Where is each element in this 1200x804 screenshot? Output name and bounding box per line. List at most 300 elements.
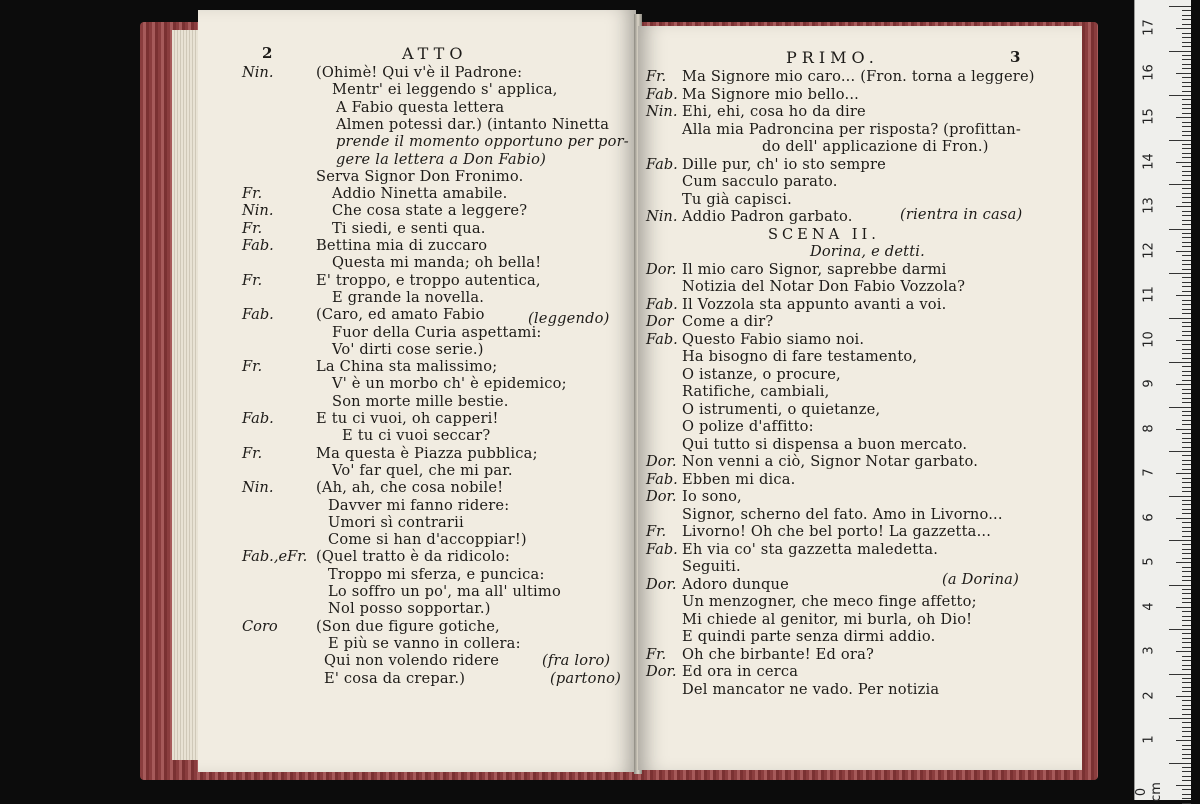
speaker-label: Nin. bbox=[242, 64, 274, 81]
ruler-tick bbox=[1182, 193, 1191, 194]
speaker-label: Nin. bbox=[646, 103, 678, 120]
ruler-tick bbox=[1182, 433, 1191, 434]
ruler-tick bbox=[1182, 678, 1191, 679]
text-line: La China sta malissimo; bbox=[316, 358, 498, 376]
ruler-tick bbox=[1182, 691, 1191, 692]
ruler-tick bbox=[1182, 77, 1191, 78]
ruler-tick bbox=[1176, 73, 1191, 74]
text-line: Mi chiede al genitor, mi burla, oh Dio! bbox=[682, 610, 973, 628]
speaker-label: Coro bbox=[242, 617, 278, 635]
text-line: Come si han d'accoppiar!) bbox=[328, 531, 527, 549]
ruler-tick bbox=[1182, 55, 1191, 56]
speaker-label: Fab. bbox=[242, 410, 274, 427]
text-line: Come a dir? bbox=[682, 313, 774, 330]
text-line: Qui tutto si dispensa a buon mercato. bbox=[682, 435, 968, 453]
ruler-tick bbox=[1182, 593, 1191, 594]
text-line: E' cosa da crepar.) bbox=[324, 669, 466, 687]
ruler-tick bbox=[1182, 638, 1191, 639]
ruler-tick bbox=[1182, 144, 1191, 145]
text-line: Vo' far quel, che mi par. bbox=[332, 461, 513, 479]
text-line: Almen potessi dar.) (intanto Ninetta bbox=[336, 115, 610, 133]
page-header: ATTO bbox=[402, 44, 468, 63]
text-line: O istanze, o procure, bbox=[682, 365, 841, 383]
ruler-tick bbox=[1182, 504, 1191, 505]
ruler-number: 8 bbox=[1141, 423, 1157, 433]
ruler-tick bbox=[1182, 642, 1191, 643]
ruler-tick bbox=[1182, 59, 1191, 60]
ruler-tick bbox=[1182, 197, 1191, 198]
text-line: Vo' dirti cose serie.) bbox=[332, 340, 484, 358]
ruler-tick bbox=[1182, 126, 1191, 127]
ruler-tick bbox=[1169, 362, 1191, 363]
ruler-tick bbox=[1182, 393, 1191, 394]
ruler-tick bbox=[1182, 731, 1191, 732]
ruler-tick bbox=[1182, 447, 1191, 448]
ruler-tick bbox=[1182, 709, 1191, 710]
text-line: Bettina mia di zuccaro bbox=[316, 237, 488, 254]
text-line: Tu già capisci. bbox=[682, 190, 792, 208]
ruler-tick bbox=[1182, 91, 1191, 92]
ruler-tick bbox=[1182, 589, 1191, 590]
text-line: Ti siedi, e senti qua. bbox=[332, 219, 486, 237]
ruler-tick bbox=[1182, 220, 1191, 221]
text-line: Ma Signore mio bello... bbox=[682, 85, 860, 103]
ruler-tick bbox=[1182, 322, 1191, 323]
text-line: Non venni a ciò, Signor Notar garbato. bbox=[682, 453, 979, 470]
ruler-tick bbox=[1182, 335, 1191, 336]
ruler-tick bbox=[1176, 162, 1191, 163]
ruler-tick bbox=[1182, 687, 1191, 688]
ruler-tick bbox=[1182, 188, 1191, 189]
ruler-tick bbox=[1182, 380, 1191, 381]
text-line: Ma Signore mio caro... (Fron. torna a leggere) bbox=[682, 68, 1035, 85]
ruler-tick bbox=[1182, 349, 1191, 350]
ruler-tick bbox=[1182, 620, 1191, 621]
text-line: Io sono, bbox=[682, 488, 742, 505]
stage-direction: (leggendo) bbox=[528, 310, 610, 327]
speaker-label: Dor. bbox=[646, 453, 677, 470]
speaker-label: Fab.,eFr. bbox=[242, 548, 308, 566]
ruler-tick bbox=[1176, 518, 1191, 519]
ruler-tick bbox=[1182, 398, 1191, 399]
text-line: Qui non volendo ridere bbox=[324, 652, 500, 670]
ruler-tick bbox=[1182, 375, 1191, 376]
text-line: O polize d'affitto: bbox=[682, 418, 814, 435]
text-line: E' troppo, e troppo autentica, bbox=[316, 271, 541, 289]
text-line: Addio Padron garbato. bbox=[682, 208, 853, 225]
ruler-tick bbox=[1182, 794, 1191, 795]
text-line: V' è un morbo ch' è epidemico; bbox=[332, 375, 567, 393]
text-line: Ebben mi dica. bbox=[682, 470, 796, 488]
speaker-label: Fab. bbox=[646, 470, 678, 488]
ruler-tick bbox=[1182, 727, 1191, 728]
text-line: (Caro, ed amato Fabio bbox=[316, 306, 485, 324]
ruler-tick bbox=[1182, 438, 1191, 439]
text-line: Eh via co' sta gazzetta maledetta. bbox=[682, 540, 939, 558]
ruler-tick bbox=[1169, 496, 1191, 497]
ruler-tick bbox=[1176, 651, 1191, 652]
ruler-tick bbox=[1176, 473, 1191, 474]
ruler-tick bbox=[1182, 771, 1191, 772]
text-line: Fuor della Curia aspettami: bbox=[332, 323, 542, 341]
ruler-tick bbox=[1176, 117, 1191, 118]
ruler-number: 3 bbox=[1141, 646, 1157, 655]
ruler-tick bbox=[1182, 478, 1191, 479]
ruler-tick bbox=[1182, 513, 1191, 514]
ruler-tick bbox=[1182, 237, 1191, 238]
ruler-tick bbox=[1176, 28, 1191, 29]
text-line: prende il momento opportuno per por- bbox=[336, 133, 629, 151]
ruler-tick bbox=[1182, 665, 1191, 666]
speaker-label: Nin. bbox=[646, 208, 678, 225]
ruler-tick bbox=[1182, 487, 1191, 488]
ruler-tick bbox=[1182, 749, 1191, 750]
ruler-tick bbox=[1182, 202, 1191, 203]
ruler-tick bbox=[1182, 166, 1191, 167]
ruler-tick bbox=[1182, 157, 1191, 158]
text-line: (Son due figure gotiche, bbox=[316, 617, 500, 635]
ruler-tick bbox=[1182, 500, 1191, 501]
ruler-tick bbox=[1182, 611, 1191, 612]
ruler-number: 0 cm bbox=[1134, 781, 1164, 802]
ruler-tick bbox=[1182, 300, 1191, 301]
speaker-label: Fab. bbox=[242, 306, 274, 324]
text-line: Troppo mi sferza, e puncica: bbox=[328, 565, 545, 583]
text-line: Davver mi fanno ridere: bbox=[328, 496, 510, 514]
ruler-number: 10 bbox=[1141, 330, 1157, 348]
ruler-tick bbox=[1182, 745, 1191, 746]
text-line: Oh che birbante! Ed ora? bbox=[682, 645, 875, 663]
ruler-tick bbox=[1182, 598, 1191, 599]
speaker-label: Dor. bbox=[646, 488, 677, 505]
ruler-tick bbox=[1182, 344, 1191, 345]
ruler-tick bbox=[1182, 491, 1191, 492]
ruler-tick bbox=[1182, 402, 1191, 403]
ruler-number: 16 bbox=[1141, 63, 1157, 81]
ruler-tick bbox=[1182, 286, 1191, 287]
ruler-tick bbox=[1182, 616, 1191, 617]
text-line: (Ohimè! Qui v'è il Padrone: bbox=[316, 64, 523, 81]
speaker-label: Fr. bbox=[646, 68, 667, 85]
text-line: do dell' applicazione di Fron.) bbox=[762, 138, 989, 155]
ruler-tick bbox=[1169, 6, 1191, 7]
speaker-label: Fab. bbox=[646, 330, 678, 348]
ruler-tick bbox=[1182, 460, 1191, 461]
ruler-tick bbox=[1182, 544, 1191, 545]
text-line: Seguiti. bbox=[682, 558, 741, 575]
ruler-tick bbox=[1182, 224, 1191, 225]
text-line: Il Vozzola sta appunto avanti a voi. bbox=[682, 295, 947, 313]
speaker-label: Dor. bbox=[646, 663, 677, 680]
ruler-tick bbox=[1182, 602, 1191, 603]
ruler-tick bbox=[1176, 607, 1191, 608]
text-line: E tu ci vuoi seccar? bbox=[342, 427, 491, 445]
ruler-tick bbox=[1182, 656, 1191, 657]
ruler-tick bbox=[1182, 736, 1191, 737]
ruler-tick bbox=[1182, 19, 1191, 20]
text-line: E quindi parte senza dirmi addio. bbox=[682, 628, 936, 645]
ruler-tick bbox=[1182, 789, 1191, 790]
text-line: Questo Fabio siamo noi. bbox=[682, 330, 865, 348]
speaker-label: Nin. bbox=[242, 479, 274, 497]
text-line: Ha bisogno di fare testamento, bbox=[682, 348, 918, 365]
text-line: Notizia del Notar Don Fabio Vozzola? bbox=[682, 278, 966, 295]
ruler-tick bbox=[1182, 371, 1191, 372]
text-line: Ma questa è Piazza pubblica; bbox=[316, 444, 538, 462]
ruler-number: 11 bbox=[1141, 286, 1157, 303]
ruler-tick bbox=[1176, 295, 1191, 296]
ruler-tick bbox=[1182, 705, 1191, 706]
ruler-tick bbox=[1182, 269, 1191, 270]
ruler-tick bbox=[1169, 451, 1191, 452]
text-line: Mentr' ei leggendo s' applica, bbox=[332, 81, 558, 99]
ruler-tick bbox=[1182, 482, 1191, 483]
text-line: Ratifiche, cambiali, bbox=[682, 383, 830, 400]
ruler-tick bbox=[1182, 180, 1191, 181]
ruler-tick bbox=[1182, 522, 1191, 523]
ruler-number: 15 bbox=[1141, 108, 1157, 125]
ruler-tick bbox=[1169, 51, 1191, 52]
ruler-tick bbox=[1182, 558, 1191, 559]
text-line: Alla mia Padroncina per risposta? (profittan- bbox=[682, 120, 1022, 138]
ruler-tick bbox=[1182, 567, 1191, 568]
text-line: Dorina, e detti. bbox=[810, 243, 925, 260]
text-line: Signor, scherno del fato. Amo in Livorno... bbox=[682, 505, 1003, 523]
speaker-label: Fr. bbox=[646, 523, 667, 540]
measuring-ruler bbox=[1134, 0, 1191, 800]
text-line: Ehi, ehi, cosa ho da dire bbox=[682, 103, 866, 120]
ruler-tick bbox=[1182, 780, 1191, 781]
ruler-tick bbox=[1182, 108, 1191, 109]
ruler-tick bbox=[1182, 326, 1191, 327]
ruler-number: 2 bbox=[1141, 690, 1157, 700]
speaker-label: Fr. bbox=[242, 185, 263, 203]
text-line: SCENA II. bbox=[768, 225, 880, 243]
ruler-number: 4 bbox=[1141, 601, 1157, 611]
ruler-tick bbox=[1182, 260, 1191, 261]
speaker-label: Fr. bbox=[242, 271, 263, 289]
text-line: E più se vanno in collera: bbox=[328, 634, 521, 652]
ruler-tick bbox=[1182, 313, 1191, 314]
ruler-tick bbox=[1182, 358, 1191, 359]
ruler-number: 5 bbox=[1141, 557, 1157, 566]
ruler-tick bbox=[1176, 340, 1191, 341]
ruler-tick bbox=[1182, 682, 1191, 683]
speaker-label: Fr. bbox=[242, 219, 263, 237]
ruler-tick bbox=[1182, 549, 1191, 550]
left-page bbox=[198, 10, 636, 772]
text-line: Serva Signor Don Fronimo. bbox=[316, 167, 524, 185]
ruler-tick bbox=[1182, 99, 1191, 100]
ruler-tick bbox=[1169, 273, 1191, 274]
ruler-tick bbox=[1182, 647, 1191, 648]
page-number: 2 bbox=[262, 44, 273, 62]
ruler-tick bbox=[1182, 580, 1191, 581]
page-number: 3 bbox=[1010, 48, 1021, 66]
ruler-number: 13 bbox=[1141, 197, 1157, 214]
ruler-tick bbox=[1182, 33, 1191, 34]
ruler-tick bbox=[1182, 509, 1191, 510]
text-line: Un menzogner, che meco finge affetto; bbox=[682, 593, 977, 610]
text-line: (Quel tratto è da ridicolo: bbox=[316, 548, 511, 566]
ruler-tick bbox=[1182, 722, 1191, 723]
speaker-label: Dor. bbox=[646, 575, 677, 593]
text-line: Questa mi manda; oh bella! bbox=[332, 254, 542, 272]
ruler-tick bbox=[1182, 754, 1191, 755]
ruler-tick bbox=[1182, 291, 1191, 292]
text-line: Ed ora in cerca bbox=[682, 663, 799, 680]
text-line: E grande la novella. bbox=[332, 288, 485, 306]
ruler-tick bbox=[1176, 562, 1191, 563]
ruler-tick bbox=[1182, 411, 1191, 412]
ruler-tick bbox=[1182, 24, 1191, 25]
ruler-tick bbox=[1182, 277, 1191, 278]
ruler-tick bbox=[1182, 424, 1191, 425]
ruler-tick bbox=[1182, 469, 1191, 470]
ruler-tick bbox=[1182, 527, 1191, 528]
ruler-tick bbox=[1182, 304, 1191, 305]
ruler-tick bbox=[1182, 68, 1191, 69]
ruler-tick bbox=[1182, 46, 1191, 47]
ruler-tick bbox=[1169, 718, 1191, 719]
ruler-tick bbox=[1182, 536, 1191, 537]
speaker-label: Dor bbox=[646, 313, 674, 330]
ruler-tick bbox=[1182, 669, 1191, 670]
text-line: Livorno! Oh che bel porto! La gazzetta... bbox=[682, 523, 992, 540]
ruler-tick bbox=[1182, 571, 1191, 572]
text-line: Addio Ninetta amabile. bbox=[332, 185, 508, 203]
ruler-tick bbox=[1176, 785, 1191, 786]
ruler-tick bbox=[1182, 576, 1191, 577]
ruler-tick bbox=[1182, 776, 1191, 777]
ruler-tick bbox=[1182, 331, 1191, 332]
text-line: Che cosa state a leggere? bbox=[332, 202, 528, 220]
ruler-tick bbox=[1182, 389, 1191, 390]
ruler-tick bbox=[1169, 407, 1191, 408]
ruler-number: 9 bbox=[1141, 379, 1157, 388]
speaker-label: Dor. bbox=[646, 260, 677, 278]
ruler-tick bbox=[1182, 171, 1191, 172]
ruler-tick bbox=[1182, 135, 1191, 136]
ruler-tick bbox=[1182, 282, 1191, 283]
ruler-tick bbox=[1182, 309, 1191, 310]
ruler-tick bbox=[1182, 803, 1191, 804]
ruler-tick bbox=[1182, 553, 1191, 554]
page-header: PRIMO. bbox=[786, 48, 879, 67]
ruler-number: 14 bbox=[1141, 152, 1157, 170]
ruler-tick bbox=[1169, 674, 1191, 675]
ruler-tick bbox=[1182, 82, 1191, 83]
ruler-tick bbox=[1182, 64, 1191, 65]
ruler-tick bbox=[1182, 113, 1191, 114]
ruler-tick bbox=[1182, 714, 1191, 715]
ruler-tick bbox=[1182, 353, 1191, 354]
ruler-tick bbox=[1176, 696, 1191, 697]
ruler-tick bbox=[1169, 140, 1191, 141]
ruler-tick bbox=[1182, 211, 1191, 212]
ruler-tick bbox=[1182, 625, 1191, 626]
ruler-tick bbox=[1169, 229, 1191, 230]
ruler-tick bbox=[1182, 104, 1191, 105]
ruler-tick bbox=[1182, 42, 1191, 43]
ruler-tick bbox=[1182, 420, 1191, 421]
stage-direction: (rientra in casa) bbox=[900, 206, 1023, 223]
ruler-tick bbox=[1176, 740, 1191, 741]
ruler-tick bbox=[1182, 10, 1191, 11]
ruler-tick bbox=[1176, 429, 1191, 430]
ruler-tick bbox=[1182, 255, 1191, 256]
ruler-tick bbox=[1182, 233, 1191, 234]
text-line: A Fabio questa lettera bbox=[336, 98, 505, 116]
text-line: O istrumenti, o quietanze, bbox=[682, 400, 881, 418]
ruler-tick bbox=[1169, 629, 1191, 630]
speaker-label: Fr. bbox=[242, 444, 263, 462]
stage-direction: (fra loro) bbox=[542, 652, 611, 669]
ruler-tick bbox=[1182, 366, 1191, 367]
speaker-label: Nin. bbox=[242, 202, 274, 220]
ruler-tick bbox=[1169, 585, 1191, 586]
stage-direction: (a Dorina) bbox=[942, 571, 1019, 588]
ruler-tick bbox=[1182, 455, 1191, 456]
ruler-tick bbox=[1182, 660, 1191, 661]
ruler-number: 1 bbox=[1141, 735, 1157, 744]
text-line: gere la lettera a Don Fabio) bbox=[336, 150, 547, 168]
ruler-tick bbox=[1182, 153, 1191, 154]
text-line: Del mancator ne vado. Per notizia bbox=[682, 680, 940, 698]
ruler-tick bbox=[1182, 464, 1191, 465]
text-line: E tu ci vuoi, oh capperi! bbox=[316, 410, 499, 427]
ruler-tick bbox=[1176, 251, 1191, 252]
text-line: Umori sì contrarii bbox=[328, 513, 464, 531]
ruler-tick bbox=[1182, 122, 1191, 123]
ruler-number: 6 bbox=[1141, 512, 1157, 522]
text-line: Cum sacculo parato. bbox=[682, 173, 838, 190]
ruler-tick bbox=[1182, 131, 1191, 132]
text-line: Dille pur, ch' io sto sempre bbox=[682, 155, 886, 173]
ruler-number: 17 bbox=[1141, 19, 1157, 36]
ruler-tick bbox=[1176, 206, 1191, 207]
ruler-tick bbox=[1182, 700, 1191, 701]
ruler-tick bbox=[1169, 540, 1191, 541]
ruler-tick bbox=[1182, 798, 1191, 799]
ruler-tick bbox=[1182, 442, 1191, 443]
ruler-tick bbox=[1169, 318, 1191, 319]
speaker-label: Fab. bbox=[646, 540, 678, 558]
ruler-tick bbox=[1169, 95, 1191, 96]
speaker-label: Fab. bbox=[646, 155, 678, 173]
ruler-tick bbox=[1182, 242, 1191, 243]
ruler-tick bbox=[1182, 767, 1191, 768]
ruler-tick bbox=[1169, 763, 1191, 764]
ruler-tick bbox=[1182, 175, 1191, 176]
ruler-tick bbox=[1182, 415, 1191, 416]
stage-direction: (partono) bbox=[550, 670, 622, 687]
ruler-tick bbox=[1182, 758, 1191, 759]
ruler-number: 7 bbox=[1141, 468, 1157, 477]
ruler-tick bbox=[1182, 633, 1191, 634]
ruler-number: 12 bbox=[1141, 241, 1157, 259]
ruler-tick bbox=[1182, 246, 1191, 247]
speaker-label: Fab. bbox=[242, 237, 274, 254]
text-line: Nol posso sopportar.) bbox=[328, 600, 491, 618]
ruler-tick bbox=[1182, 86, 1191, 87]
ruler-tick bbox=[1169, 184, 1191, 185]
ruler-tick bbox=[1176, 384, 1191, 385]
speaker-label: Fab. bbox=[646, 295, 678, 313]
text-line: Son morte mille bestie. bbox=[332, 392, 509, 410]
ruler-tick bbox=[1182, 148, 1191, 149]
right-page bbox=[638, 26, 1082, 770]
